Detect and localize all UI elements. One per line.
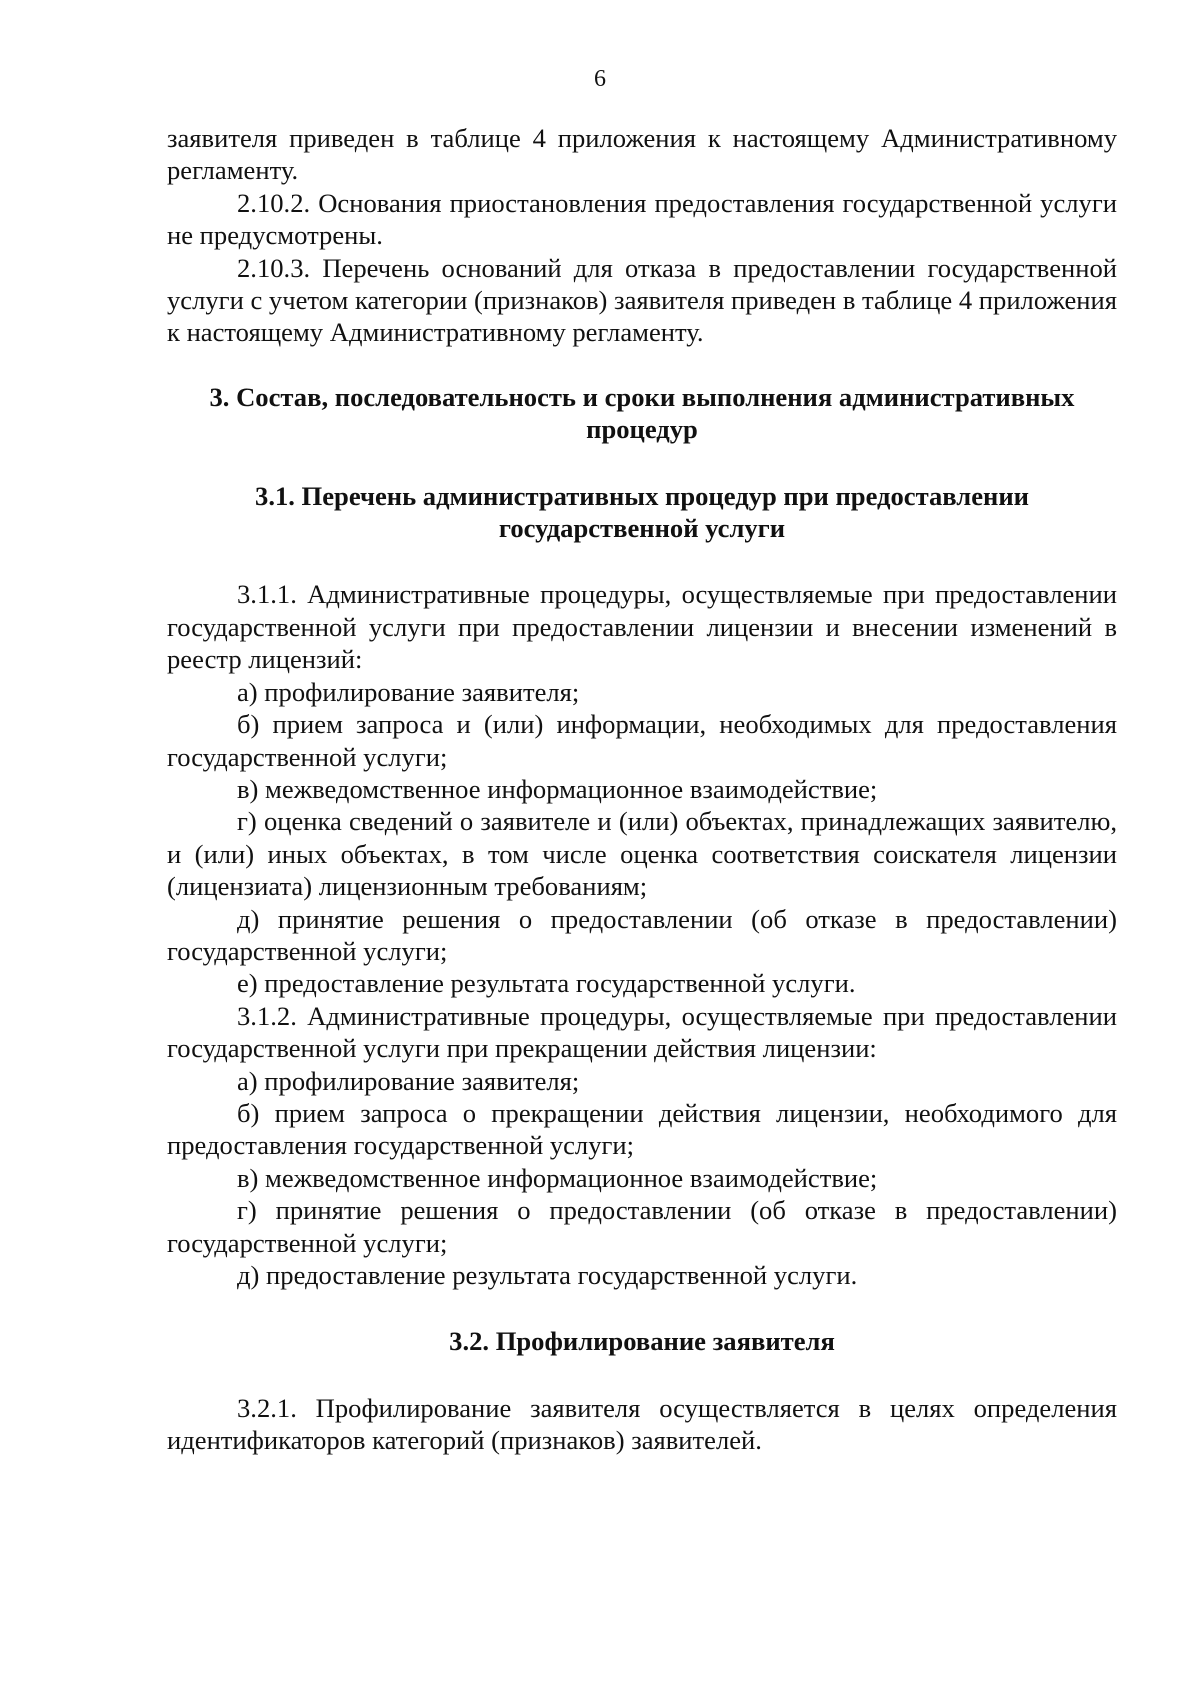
list-item-3-1-2-a: а) профилирование заявителя; [237,1065,580,1096]
chapter-3-title-line1: 3. Состав, последовательность и сроки выполнения административных [209,381,1075,412]
list-item-3-1-1-a: а) профилирование заявителя; [237,676,580,707]
page-number: 6 [594,66,606,92]
paragraph-2-10-2: 2.10.2. Основания приостановления предоставления государственной услуги не предусмотрены. [167,187,1117,251]
list-item-3-1-1-g: г) оценка сведений о заявителе и (или) объектах, принадлежащих заявителю, и (или) иных объектах, в том числе оценка соответствия соискателя лицензии (лицензиата) лицензионным требованиям; [167,806,1117,902]
document-body [167,122,1117,1457]
chapter-3-heading [167,381,1117,446]
list-item-3-1-1-v: в) межведомственное информационное взаимодействие; [237,773,878,804]
section-3-2-title: 3.2. Профилирование заявителя [449,1326,835,1357]
list-item-3-1-2-d: д) предоставление результата государственной услуги. [237,1260,858,1290]
paragraph-3-2-1: 3.2.1. Профилирование заявителя осуществляется в целях определения идентификаторов категорий (признаков) заявителей. [167,1392,1117,1456]
paragraph-3-1-1: 3.1.1. Административные процедуры, осуществляемые при предоставлении государственной услуги при предоставлении лицензии и внесении изменений в реестр лицензий: [167,579,1117,675]
section-3-1-title-line2: государственной услуги [498,513,786,544]
section-3-1-heading [167,480,1117,545]
paragraph-continuation: заявителя приведен в таблице 4 приложения к настоящему Административному регламенту. [167,123,1117,186]
paragraph-2-10-3: 2.10.3. Перечень оснований для отказа в предоставлении государственной услуги с учетом категории (признаков) заявителя приведен в таблице 4 приложения к настоящему Административному регламенту. [167,252,1117,348]
section-3-1-title-line1: 3.1. Перечень административных процедур при предоставлении [255,480,1029,511]
section-3-2-heading [167,1325,1117,1357]
chapter-3-title-line2: процедур [586,414,698,445]
list-item-3-1-1-e: е) предоставление результата государственной услуги. [237,968,856,999]
list-item-3-1-2-g: г) принятие решения о предоставлении (об отказе в предоставлении) государственной услуги; [167,1195,1117,1258]
list-item-3-1-2-v: в) межведомственное информационное взаимодействие; [237,1162,878,1193]
paragraph-3-1-2: 3.1.2. Административные процедуры, осуществляемые при предоставлении государственной услуги при прекращении действия лицензии: [167,1000,1117,1064]
list-item-3-1-2-b: б) прием запроса о прекращении действия лицензии, необходимого для предоставления государственной услуги; [167,1097,1117,1161]
list-item-3-1-1-d: д) принятие решения о предоставлении (об отказе в предоставлении) государственной услуги; [167,903,1117,966]
list-item-3-1-1-b: б) прием запроса и (или) информации, необходимых для предоставления государственной услуги; [167,709,1117,772]
